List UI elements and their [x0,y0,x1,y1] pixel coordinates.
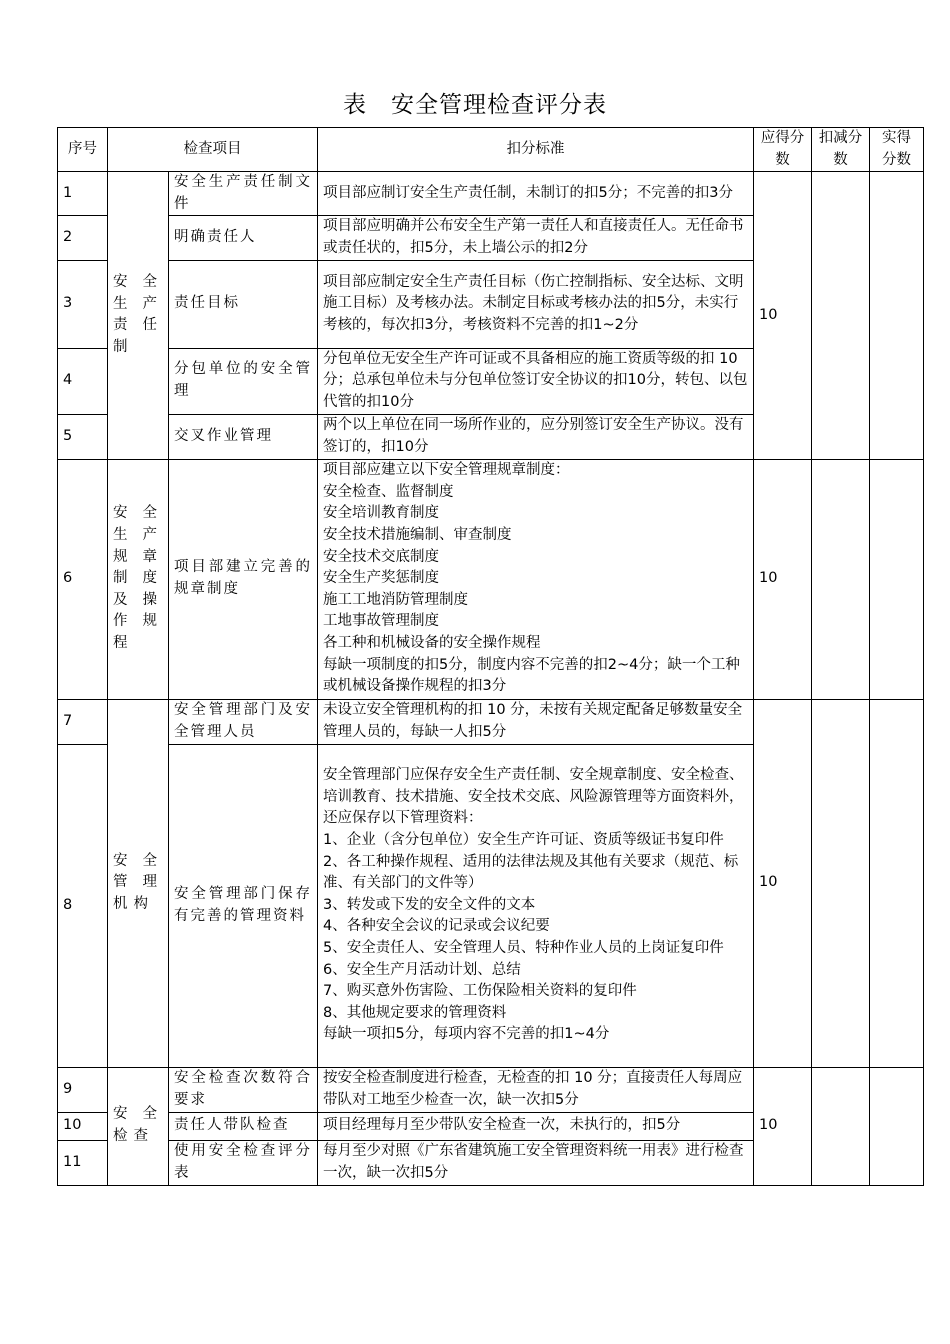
row-criteria [318,744,754,1067]
criteria-line: 4、各种安全会议的记录或会议纪要 [323,918,550,935]
row-criteria [318,260,754,348]
row-seq: 11 [58,1140,108,1185]
deduct-score [812,699,870,1067]
criteria-line: 安全技术交底制度 [323,548,439,565]
header-due-score: 应得分数 [754,128,812,172]
criteria-line: 项目部应明确并公布安全生产第一责任人和直接责任人。无任命书或责任状的，扣5分，未上墙公示的扣2分 [323,218,744,256]
row-item: 项目部建立完善的规章制度 [169,459,318,699]
header-item: 检查项目 [108,128,318,172]
row-seq: 4 [58,348,108,414]
category-cell: 安全生产规章制度及操作规程 [108,459,169,699]
row-seq: 2 [58,216,108,260]
table-row [58,459,924,699]
criteria-line: 安全技术措施编制、审查制度 [323,527,512,544]
criteria-line: 按安全检查制度进行检查，无检查的扣 10 分；直接责任人每周应带队对工地至少检查一次，缺一次扣5分 [323,1069,743,1108]
row-item: 安全管理部门及安全管理人员 [169,699,318,744]
row-seq: 1 [58,172,108,216]
row-seq: 10 [58,1112,108,1140]
actual-score [870,1067,924,1185]
criteria-line: 项目部应建立以下安全管理规章制度： [323,462,570,479]
row-seq: 6 [58,459,108,699]
criteria-line: 安全检查、监督制度 [323,483,454,500]
row-item: 安全检查次数符合要求 [169,1067,318,1112]
row-seq: 9 [58,1067,108,1112]
due-score: 10 [754,699,812,1067]
criteria-line: 安全管理部门应保存安全生产责任制、安全规章制度、安全检查、培训教育、技术措施、安全技术交底、风险源管理等方面资料外，还应保存以下管理资料： [323,767,744,827]
row-criteria [318,216,754,260]
criteria-line: 工地事故管理制度 [323,613,439,630]
score-table [57,127,924,1186]
row-criteria [318,459,754,699]
actual-score [870,172,924,459]
row-item: 分包单位的安全管理 [169,348,318,414]
row-criteria [318,1067,754,1112]
table-row [58,699,924,744]
criteria-line: 项目经理每月至少带队安全检查一次，未执行的，扣5分 [323,1117,681,1134]
row-item: 明确责任人 [169,216,318,260]
row-seq: 8 [58,744,108,1067]
criteria-line: 项目部应制定安全生产责任目标（伤亡控制指标、安全达标、文明施工目标）及考核办法。未制定目标或考核办法的扣5分，未实行考核的，每次扣3分，考核资料不完善的扣1~2分 [323,273,744,333]
row-criteria [318,172,754,216]
criteria-line: 项目部应制订安全生产责任制，未制订的扣5分；不完善的扣3分 [323,184,733,201]
header-row [58,128,924,172]
page-title: 表 安全管理检查评分表 [343,92,607,118]
row-item: 责任目标 [169,260,318,348]
criteria-line: 1、企业（含分包单位）安全生产许可证、资质等级证书复印件 [323,831,724,848]
criteria-line: 两个以上单位在同一场所作业的，应分别签订安全生产协议。没有签订的，扣10分 [323,416,744,455]
row-seq: 7 [58,699,108,744]
header-deduct-score: 扣减分数 [812,128,870,172]
header-criteria: 扣分标准 [318,128,754,172]
actual-score [870,699,924,1067]
criteria-line: 每月至少对照《广东省建筑施工安全管理资料统一用表》进行检查一次，缺一次扣5分 [323,1142,744,1181]
row-item: 责任人带队检查 [169,1112,318,1140]
criteria-line: 施工工地消防管理制度 [323,591,468,608]
criteria-line: 7、购买意外伤害险、工伤保险相关资料的复印件 [323,983,637,1000]
criteria-line: 每缺一项制度的扣5分，制度内容不完善的扣2~4分；缺一个工种或机械设备操作规程的扣3分 [323,656,740,695]
actual-score [870,459,924,699]
row-criteria [318,348,754,414]
criteria-line: 6、安全生产月活动计划、总结 [323,961,521,978]
row-seq: 5 [58,414,108,459]
criteria-line: 安全培训教育制度 [323,505,439,522]
deduct-score [812,172,870,459]
row-criteria [318,414,754,459]
due-score: 10 [754,172,812,459]
criteria-line: 未设立安全管理机构的扣 10 分，未按有关规定配备足够数量安全管理人员的，每缺一人扣5分 [323,701,743,740]
deduct-score [812,459,870,699]
header-actual-score: 实得分数 [870,128,924,172]
criteria-line: 3、转发或下发的安全文件的文本 [323,896,536,913]
criteria-line: 分包单位无安全生产许可证或不具备相应的施工资质等级的扣 10分；总承包单位未与分包单位签订安全协议的扣10分，转包、以包代管的扣10分 [323,350,748,410]
row-item: 交叉作业管理 [169,414,318,459]
table-row [58,172,924,216]
criteria-line: 每缺一项扣5分，每项内容不完善的扣1~4分 [323,1026,610,1043]
row-item: 使用安全检查评分表 [169,1140,318,1185]
category-cell: 安全管理机构 [108,699,169,1067]
criteria-line: 8、其他规定要求的管理资料 [323,1004,507,1021]
row-seq: 3 [58,260,108,348]
due-score: 10 [754,1067,812,1185]
category-cell: 安全生产责任制 [108,172,169,459]
criteria-line: 5、安全责任人、安全管理人员、特种作业人员的上岗证复印件 [323,939,724,956]
criteria-line: 安全生产奖惩制度 [323,570,439,587]
row-criteria [318,699,754,744]
due-score: 10 [754,459,812,699]
row-criteria [318,1140,754,1185]
row-item: 安全管理部门保存有完善的管理资料 [169,744,318,1067]
table-row [58,1067,924,1112]
row-item: 安全生产责任制文件 [169,172,318,216]
category-cell: 安全检查 [108,1067,169,1185]
header-seq: 序号 [58,128,108,172]
deduct-score [812,1067,870,1185]
criteria-line: 各工种和机械设备的安全操作规程 [323,635,541,652]
row-criteria [318,1112,754,1140]
criteria-line: 2、各工种操作规程、适用的法律法规及其他有关要求（规范、标准、有关部门的文件等） [323,853,739,892]
